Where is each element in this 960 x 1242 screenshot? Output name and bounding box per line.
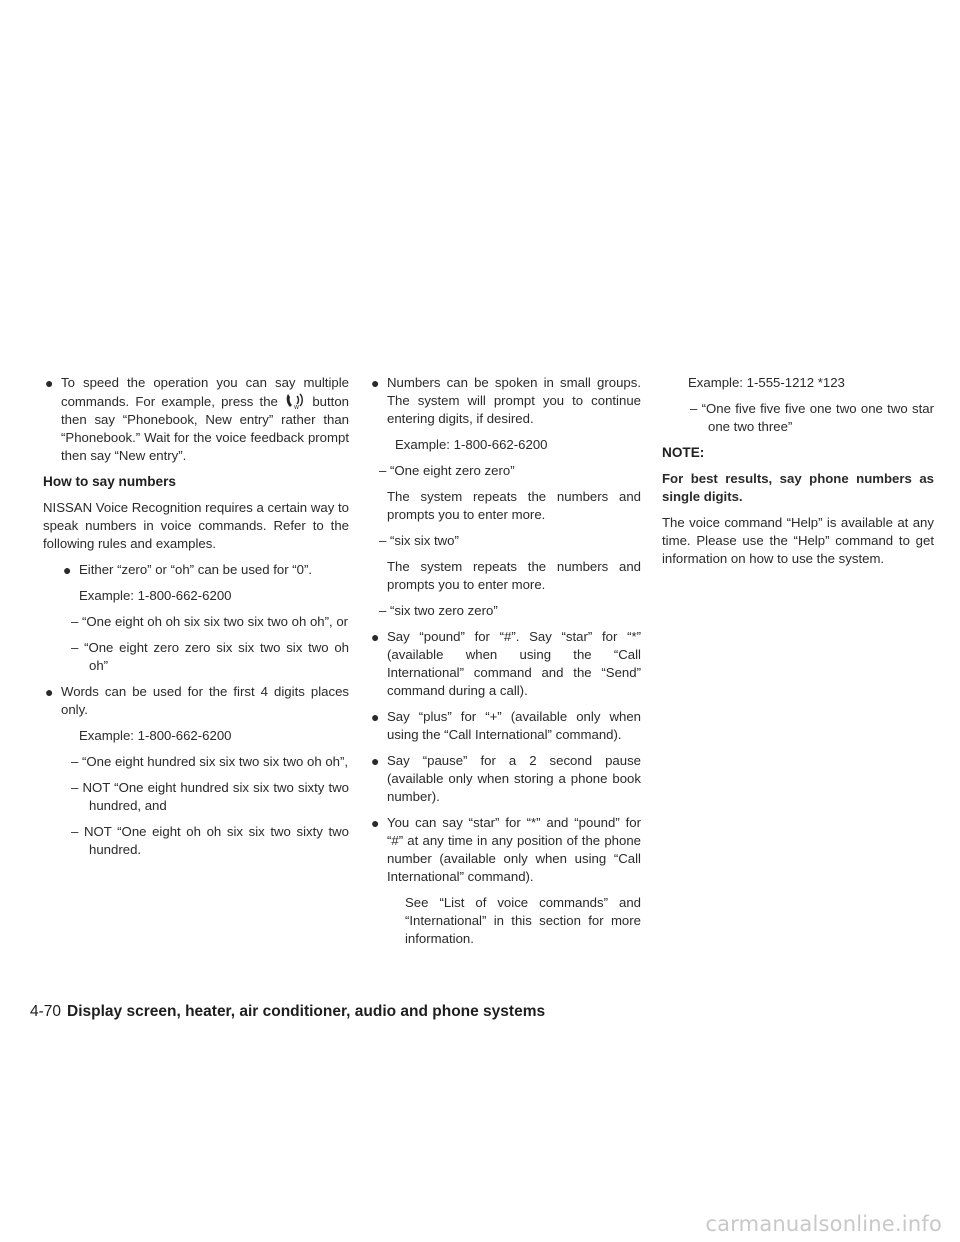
page-footer [30,1003,545,1021]
example-dash-item: – “One eight oh oh six six two six two oh oh”, or [71,614,349,629]
example-dash-item: – “One eight zero zero” [379,463,515,478]
example-dash-item: – “six two zero zero” [379,603,498,618]
bullet-text: Say “pound” for “#”. Say “star” for “*” (available when using the “Call International” command and the “Send” command during a call). [387,629,641,698]
bullet-plus [369,708,641,744]
bullet-text-pre: To speed the operation you can say multiple commands. For example, press the [61,375,349,409]
bullet-dot: ● [371,753,380,769]
bullet-speed-operation [43,374,349,465]
bullet-dot: ● [371,375,380,391]
note-paragraph: The voice command “Help” is available at any time. Please use the “Help” command to get information on how to use the system. [662,515,934,566]
example-line: Example: 1-800-662-6200 [395,437,548,452]
note-bold-text: For best results, say phone numbers as single digits. [662,471,934,504]
bullet-dot: ● [45,375,54,391]
bullet-dot: ● [371,709,380,725]
bullet-small-groups [369,374,641,428]
page-number: 4-70 [30,1003,62,1020]
example-line: Example: 1-800-662-6200 [79,728,232,743]
bullet-text: Either “zero” or “oh” can be used for “0”. [79,562,313,577]
column-middle [369,374,641,956]
column-left [43,374,349,867]
bullet-dot: ● [371,629,380,645]
bullet-dot: ● [63,562,72,578]
bullet-words-digits [43,683,349,719]
bullet-pause [369,752,641,806]
bullet-dot: ● [371,815,380,831]
bullet-text: Numbers can be spoken in small groups. The system will prompt you to continue entering digits, if desired. [387,375,641,426]
column-right [662,374,934,576]
example-dash-item: – NOT “One eight oh oh six six two sixty two hundred. [71,824,349,857]
see-reference: See “List of voice commands” and “International” in this section for more information. [405,895,641,946]
example-line: Example: 1-555-1212 *123 [688,375,845,390]
section-heading: How to say numbers [43,474,176,489]
bullet-star-pound-any [369,814,641,886]
svg-text:W: W [294,405,300,410]
example-dash-item: – “six six two” [379,533,459,548]
watermark: carmanualsonline.info [705,1212,942,1236]
bullet-text: Words can be used for the first 4 digits places only. [61,684,349,717]
example-text: The system repeats the numbers and prompts you to enter more. [387,559,641,592]
example-dash-item: – “One eight zero zero six six two six two oh oh” [71,640,349,673]
example-line: Example: 1-800-662-6200 [79,588,232,603]
bullet-text: Say “pause” for a 2 second pause (available only when storing a phone book number). [387,753,641,804]
bullet-text: You can say “star” for “*” and “pound” for “#” at any time in any position of the phone number (available only when using “Call International” command). [387,815,641,884]
example-text: The system repeats the numbers and prompts you to enter more. [387,489,641,522]
bullet-text-post: button then say “Phonebook, New entry” rather than “Phonebook.” Wait for the voice feedback prompt then say “New entry”. [61,394,349,463]
phone-talk-icon [284,392,306,410]
example-dash-item: – “One five five five one two one two star one two three” [690,401,934,434]
note-label: NOTE: [662,445,705,460]
bullet-pound-star [369,628,641,700]
example-dash-item: – “One eight hundred six six two six two oh oh”, [71,754,349,769]
bullet-text: Say “plus” for “+” (available only when using the “Call International” command). [387,709,641,742]
intro-paragraph: NISSAN Voice Recognition requires a certain way to speak numbers in voice commands. Refer to the following rules and examples. [43,500,349,551]
bullet-dot: ● [45,684,54,700]
bullet-zero-oh [61,561,349,579]
chapter-title: Display screen, heater, air conditioner, audio and phone systems [67,1003,546,1020]
example-dash-item: – NOT “One eight hundred six six two sixty two hundred, and [71,780,349,813]
